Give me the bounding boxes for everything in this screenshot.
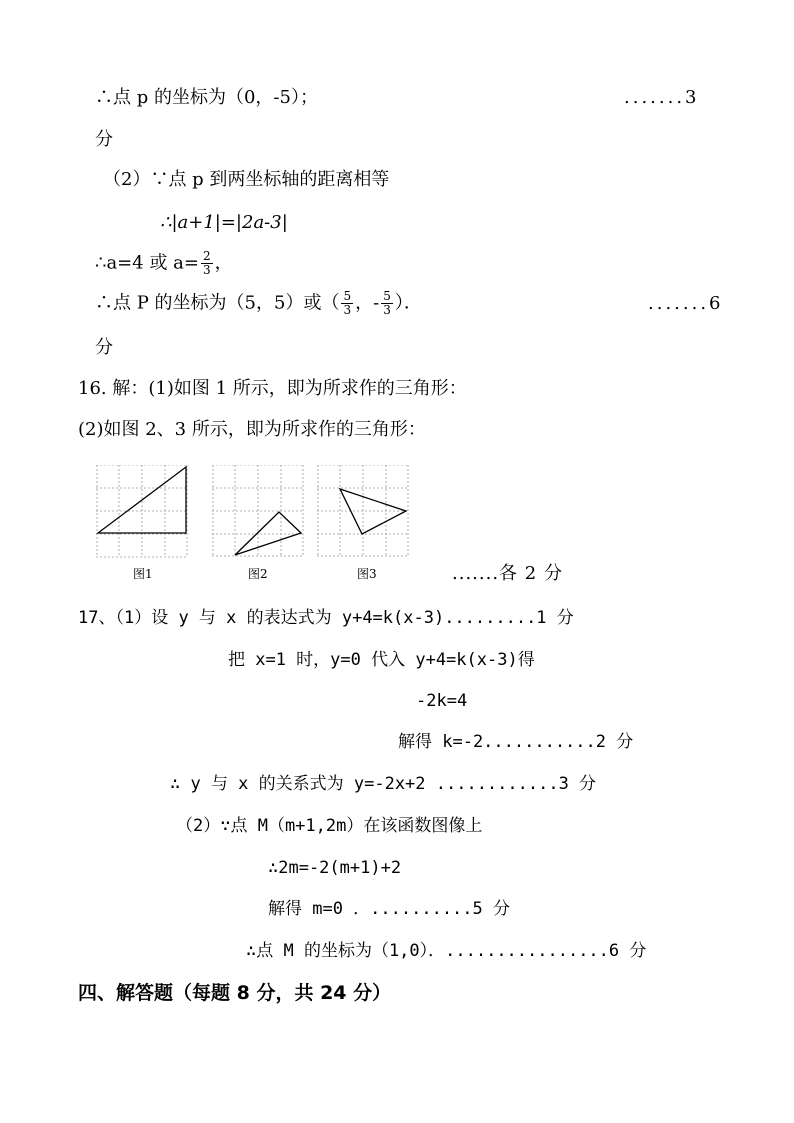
figure-1-grid-triangle bbox=[96, 465, 188, 569]
problem-17-part2: （2）∵点 M（m+1,2m）在该函数图像上 bbox=[176, 816, 483, 836]
score-dots-3: .......3 bbox=[624, 87, 700, 108]
frac-den: 3 bbox=[343, 303, 352, 317]
frac-num: 2 bbox=[202, 249, 211, 263]
solve-m-line: 解得 m=0 ．..........5 分 bbox=[268, 899, 510, 919]
score-each-2: .......各 2 分 bbox=[452, 563, 563, 584]
line-point-P-coords bbox=[95, 290, 422, 317]
point-M-coord-line: ∴点 M 的坐标为（1,0）．................6 分 bbox=[246, 941, 647, 961]
figure-1-caption: 图1 bbox=[133, 567, 153, 581]
problem-17-part1: 17、（1）设 y 与 x 的表达式为 y+4=k(x-3).........1 分 bbox=[78, 608, 574, 628]
line-equal-distance: （2）∵点 p 到两坐标轴的距离相等 bbox=[103, 169, 390, 190]
P-coords-pre: ∴点 P 的坐标为（5，5）或（ bbox=[95, 292, 340, 314]
figure-3-grid-triangle bbox=[317, 465, 409, 569]
figure-3-caption: 图3 bbox=[357, 567, 377, 581]
figure-2-caption: 图2 bbox=[248, 567, 268, 581]
solve-k-line: 解得 k=-2...........2 分 bbox=[398, 732, 634, 752]
problem-16: 16. 解：(1)如图 1 所示，即为所求作的三角形： bbox=[78, 378, 467, 399]
line-point-p-coord: ∴点 p 的坐标为（0，-5）； bbox=[95, 87, 318, 108]
problem-16-part2: (2)如图 2、3 所示，即为所求作的三角形： bbox=[78, 419, 426, 440]
relation-line: ∴ y 与 x 的关系式为 y=-2x+2 ............3 分 bbox=[170, 774, 597, 794]
score-dots-6: .......6 bbox=[648, 293, 724, 314]
line-a-values bbox=[95, 250, 233, 277]
a-values-text: ∴a=4 或 a= bbox=[95, 252, 199, 274]
fraction-five-thirds-2 bbox=[381, 290, 393, 317]
frac-den: 3 bbox=[383, 303, 391, 317]
score-unit: 分 bbox=[95, 129, 113, 150]
fraction-five-thirds-1 bbox=[341, 290, 353, 317]
score-unit: 分 bbox=[95, 337, 113, 358]
equation-minus-2k: -2k=4 bbox=[416, 691, 468, 711]
fraction-two-thirds bbox=[201, 250, 213, 277]
a-values-post: ， bbox=[214, 252, 233, 274]
frac-num: 5 bbox=[383, 289, 391, 303]
equation-2m: ∴2m=-2(m+1)+2 bbox=[268, 858, 402, 878]
P-coords-mid: ，- bbox=[355, 292, 380, 314]
figure-2-grid-triangle bbox=[212, 465, 304, 569]
frac-num: 5 bbox=[343, 289, 352, 303]
section-heading-four: 四、解答题（每题 8 分，共 24 分） bbox=[78, 982, 392, 1004]
substitution-line: 把 x=1 时，y=0 代入 y+4=k(x-3)得 bbox=[228, 650, 535, 670]
P-coords-post: ）． bbox=[394, 292, 422, 314]
frac-den: 3 bbox=[202, 263, 211, 277]
line-abs-equation: ∴|a+1|=|2a-3| bbox=[160, 212, 288, 233]
